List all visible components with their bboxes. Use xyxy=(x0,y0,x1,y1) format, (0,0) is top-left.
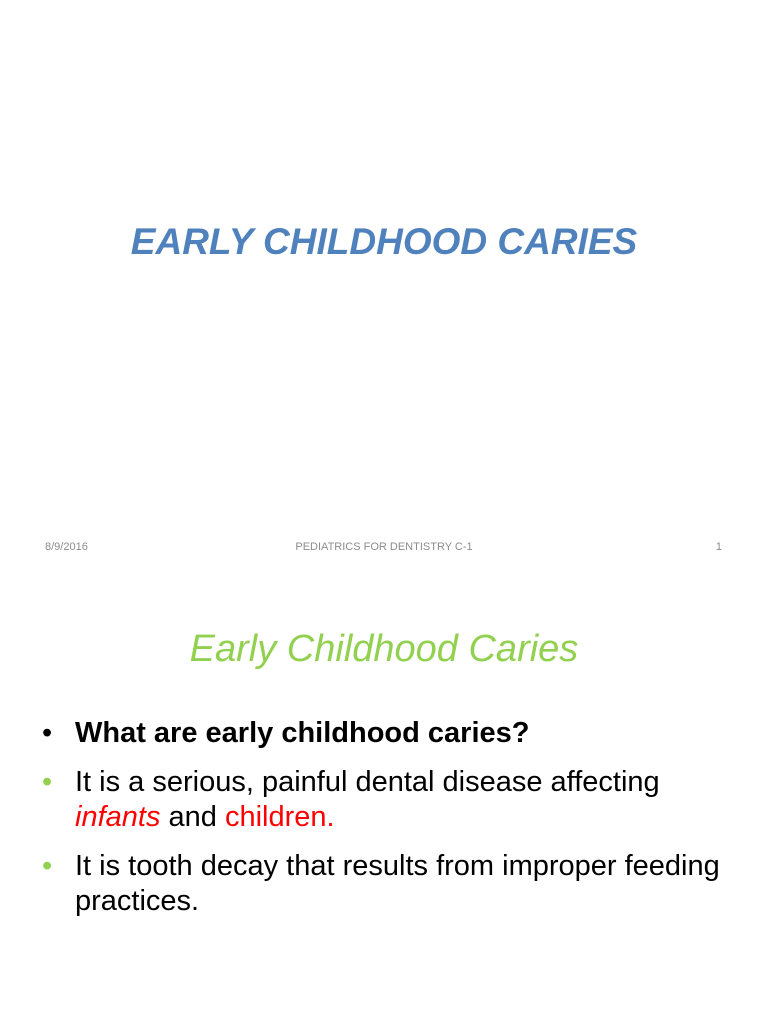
bullet-marker: • xyxy=(42,717,53,749)
footer-page-number: 1 xyxy=(715,541,722,553)
bullet-text: What are early childhood caries? xyxy=(75,717,530,749)
bullet-text-and: and xyxy=(168,801,217,833)
slide-2-title: Early Childhood Caries xyxy=(189,628,579,670)
bullet-marker: • xyxy=(42,766,53,798)
footer-date: 8/9/2016 xyxy=(45,541,88,553)
bullet-item-question xyxy=(40,716,730,751)
bullet-item-cause xyxy=(40,849,730,919)
bullet-text: It is a serious, painful dental disease affecting xyxy=(75,766,660,798)
slide-1-title: EARLY CHILDHOOD CARIES xyxy=(130,221,638,262)
bullet-text: It is tooth decay that results from improper feeding practices. xyxy=(75,850,720,917)
bullet-item-definition xyxy=(40,765,730,835)
highlight-children: children. xyxy=(224,801,335,833)
highlight-infants: infants xyxy=(75,801,161,833)
bullet-marker: • xyxy=(42,850,53,882)
footer-course: PEDIATRICS FOR DENTISTRY C-1 xyxy=(295,541,473,553)
slide-2 xyxy=(0,576,768,1024)
bullet-list xyxy=(40,716,730,933)
